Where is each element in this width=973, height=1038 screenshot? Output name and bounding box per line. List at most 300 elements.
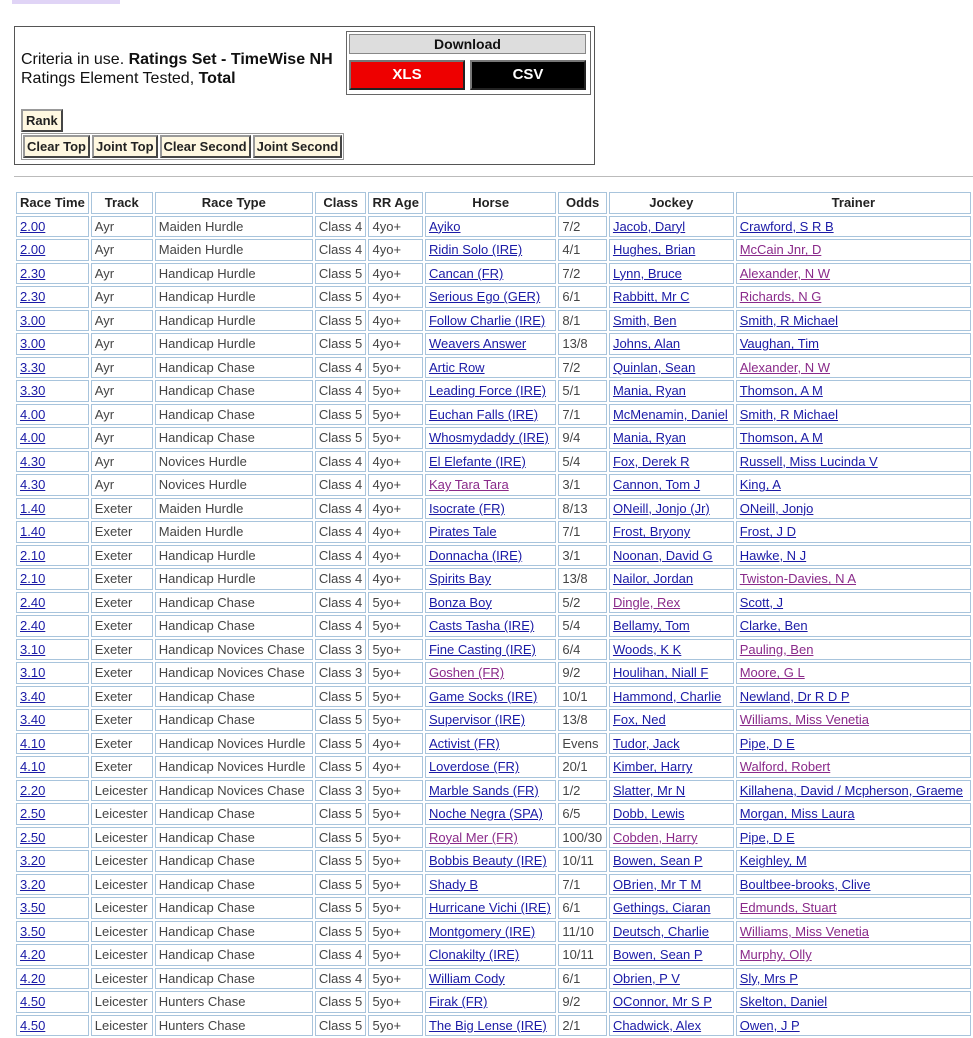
jockey-link[interactable]: ONeill, Jonjo (Jr) (612, 500, 710, 516)
track-cell: Ayr (91, 427, 153, 449)
jockey-cell (609, 286, 734, 308)
jockey-link[interactable]: OConnor, Mr S P (612, 994, 712, 1010)
jockey-cell (609, 545, 734, 567)
jockey-link[interactable]: Houlihan, Niall F (612, 665, 709, 681)
trainer-cell (736, 709, 971, 731)
horse-cell (425, 827, 556, 849)
odds-cell: 5/4 (558, 451, 607, 473)
trainer-link[interactable]: Hawke, N J (739, 547, 807, 563)
race-time-link[interactable]: 3.50 (20, 900, 46, 916)
age-cell: 4yo+ (368, 333, 422, 355)
horse-link[interactable]: Donnacha (IRE) (428, 547, 523, 563)
horse-link[interactable]: The Big Lense (IRE) (428, 1017, 547, 1033)
trainer-link[interactable]: Frost, J D (739, 524, 797, 540)
time-cell (16, 333, 89, 355)
trainer-cell (736, 756, 971, 778)
trainer-link[interactable]: Crawford, S R B (739, 218, 834, 234)
trainer-link[interactable]: Edmunds, Stuart (739, 900, 837, 916)
trainer-cell (736, 874, 971, 896)
cls-cell: Class 5 (315, 897, 367, 919)
horse-link[interactable]: Marble Sands (FR) (428, 782, 539, 798)
race-time-link[interactable]: 4.00 (20, 406, 46, 422)
race-time-link[interactable]: 2.00 (20, 242, 46, 258)
jockey-link[interactable]: Cobden, Harry (612, 829, 698, 845)
horse-link[interactable]: Euchan Falls (IRE) (428, 406, 539, 422)
joint-second-button[interactable]: Joint Second (253, 135, 343, 158)
trainer-cell (736, 592, 971, 614)
age-cell: 5yo+ (368, 803, 422, 825)
track-cell: Ayr (91, 239, 153, 261)
cls-cell: Class 4 (315, 968, 367, 990)
odds-cell: 7/1 (558, 404, 607, 426)
horse-cell (425, 756, 556, 778)
race-time-link[interactable]: 3.30 (20, 359, 46, 375)
odds-cell: 7/1 (558, 521, 607, 543)
table-row (16, 897, 971, 919)
trainer-link[interactable]: Smith, R Michael (739, 406, 838, 422)
rank-button[interactable]: Rank (21, 109, 63, 132)
clear-second-button[interactable]: Clear Second (160, 135, 251, 158)
horse-link[interactable]: Noche Negra (SPA) (428, 806, 543, 822)
horse-cell (425, 686, 556, 708)
horse-cell (425, 286, 556, 308)
race-time-link[interactable]: 2.20 (20, 782, 46, 798)
horse-link[interactable]: Artic Row (428, 359, 485, 375)
criteria-line1: Criteria in use. (21, 51, 129, 68)
horse-link[interactable]: Bonza Boy (428, 594, 492, 610)
odds-cell: 5/2 (558, 592, 607, 614)
jockey-link[interactable]: Kimber, Harry (612, 759, 693, 775)
type-cell: Maiden Hurdle (155, 239, 313, 261)
cls-cell: Class 4 (315, 474, 367, 496)
trainer-link[interactable]: Newland, Dr R D P (739, 688, 850, 704)
jockey-cell (609, 827, 734, 849)
race-time-link[interactable]: 2.30 (20, 265, 46, 281)
top-link[interactable] (12, 0, 120, 4)
type-cell: Handicap Chase (155, 427, 313, 449)
odds-cell: 100/30 (558, 827, 607, 849)
jockey-cell (609, 521, 734, 543)
jockey-link[interactable]: McMenamin, Daniel (612, 406, 728, 422)
trainer-link[interactable]: Smith, R Michael (739, 312, 838, 328)
horse-link[interactable]: Hurricane Vichi (IRE) (428, 900, 551, 916)
trainer-link[interactable]: Sly, Mrs P (739, 970, 798, 986)
age-cell: 5yo+ (368, 709, 422, 731)
jockey-link[interactable]: Lynn, Bruce (612, 265, 682, 281)
track-cell: Ayr (91, 333, 153, 355)
horse-link[interactable]: Ridin Solo (IRE) (428, 242, 523, 258)
race-time-link[interactable]: 2.00 (20, 218, 46, 234)
time-cell (16, 850, 89, 872)
jockey-cell (609, 498, 734, 520)
trainer-link[interactable]: Alexander, N W (739, 359, 831, 375)
type-cell: Handicap Chase (155, 968, 313, 990)
jockey-link[interactable]: Johns, Alan (612, 336, 681, 352)
horse-cell (425, 991, 556, 1013)
trainer-link[interactable]: Keighley, M (739, 853, 807, 869)
table-row (16, 545, 971, 567)
track-cell: Leicester (91, 897, 153, 919)
jockey-cell (609, 404, 734, 426)
table-row (16, 827, 971, 849)
race-time-link[interactable]: 3.20 (20, 876, 46, 892)
age-cell: 5yo+ (368, 686, 422, 708)
race-time-link[interactable]: 3.10 (20, 665, 46, 681)
age-cell: 4yo+ (368, 239, 422, 261)
jockey-cell (609, 380, 734, 402)
horse-link[interactable]: Bobbis Beauty (IRE) (428, 853, 547, 869)
horse-link[interactable]: Fine Casting (IRE) (428, 641, 536, 657)
trainer-link[interactable]: Walford, Robert (739, 759, 831, 775)
horse-link[interactable]: Whosmydaddy (IRE) (428, 430, 549, 446)
time-cell (16, 545, 89, 567)
column-header-track: Track (91, 192, 153, 214)
jockey-cell (609, 850, 734, 872)
track-cell: Ayr (91, 310, 153, 332)
trainer-cell (736, 451, 971, 473)
cls-cell: Class 4 (315, 239, 367, 261)
trainer-cell (736, 733, 971, 755)
race-time-link[interactable]: 4.00 (20, 430, 46, 446)
trainer-link[interactable]: Clarke, Ben (739, 618, 808, 634)
time-cell (16, 874, 89, 896)
jockey-cell (609, 897, 734, 919)
odds-cell: 7/2 (558, 357, 607, 379)
time-cell (16, 639, 89, 661)
jockey-cell (609, 615, 734, 637)
trainer-link[interactable]: Thomson, A M (739, 430, 823, 446)
time-cell (16, 968, 89, 990)
race-time-link[interactable]: 1.40 (20, 524, 46, 540)
race-time-link[interactable]: 3.20 (20, 853, 46, 869)
jockey-cell (609, 263, 734, 285)
jockey-link[interactable]: Frost, Bryony (612, 524, 691, 540)
horse-cell (425, 733, 556, 755)
jockey-link[interactable]: Fox, Derek R (612, 453, 690, 469)
horse-link[interactable]: Supervisor (IRE) (428, 712, 526, 728)
trainer-link[interactable]: Pipe, D E (739, 735, 795, 751)
trainer-link[interactable]: Twiston-Davies, N A (739, 571, 857, 587)
trainer-cell (736, 568, 971, 590)
type-cell: Handicap Chase (155, 803, 313, 825)
horse-link[interactable]: Serious Ego (GER) (428, 289, 541, 305)
horse-link[interactable]: Firak (FR) (428, 994, 488, 1010)
jockey-link[interactable]: Mania, Ryan (612, 383, 686, 399)
horse-link[interactable]: Isocrate (FR) (428, 500, 505, 516)
age-cell: 4yo+ (368, 756, 422, 778)
column-header-horse: Horse (425, 192, 556, 214)
trainer-link[interactable]: Morgan, Miss Laura (739, 806, 855, 822)
race-time-link[interactable]: 2.40 (20, 594, 46, 610)
trainer-link[interactable]: Skelton, Daniel (739, 994, 828, 1010)
time-cell (16, 803, 89, 825)
horse-link[interactable]: Activist (FR) (428, 735, 500, 751)
jockey-link[interactable]: Chadwick, Alex (612, 1017, 702, 1033)
trainer-link[interactable]: McCain Jnr, D (739, 242, 822, 258)
race-time-link[interactable]: 4.10 (20, 735, 46, 751)
race-time-link[interactable]: 2.50 (20, 806, 46, 822)
track-cell: Ayr (91, 380, 153, 402)
time-cell (16, 991, 89, 1013)
race-time-link[interactable]: 2.30 (20, 289, 46, 305)
table-row (16, 991, 971, 1013)
race-time-link[interactable]: 1.40 (20, 500, 46, 516)
horse-link[interactable]: Follow Charlie (IRE) (428, 312, 546, 328)
odds-cell: 2/1 (558, 1015, 607, 1037)
horse-cell (425, 263, 556, 285)
horse-link[interactable]: Weavers Answer (428, 336, 527, 352)
horse-cell (425, 380, 556, 402)
age-cell: 5yo+ (368, 427, 422, 449)
type-cell: Handicap Chase (155, 850, 313, 872)
jockey-cell (609, 944, 734, 966)
race-time-link[interactable]: 3.10 (20, 641, 46, 657)
age-cell: 4yo+ (368, 451, 422, 473)
race-time-link[interactable]: 2.10 (20, 571, 46, 587)
horse-link[interactable]: Goshen (FR) (428, 665, 505, 681)
trainer-link[interactable]: Scott, J (739, 594, 784, 610)
trainer-cell (736, 968, 971, 990)
jockey-link[interactable]: Dobb, Lewis (612, 806, 685, 822)
track-cell: Leicester (91, 968, 153, 990)
table-row (16, 286, 971, 308)
table-row (16, 780, 971, 802)
cls-cell: Class 4 (315, 592, 367, 614)
cls-cell: Class 3 (315, 780, 367, 802)
jockey-link[interactable]: Obrien, P V (612, 970, 680, 986)
jockey-link[interactable]: Hammond, Charlie (612, 688, 722, 704)
track-cell: Ayr (91, 216, 153, 238)
table-row (16, 968, 971, 990)
table-row (16, 921, 971, 943)
odds-cell: 8/13 (558, 498, 607, 520)
jockey-link[interactable]: Fox, Ned (612, 712, 666, 728)
race-time-link[interactable]: 3.30 (20, 383, 46, 399)
ratings-element-value: Total (198, 70, 236, 87)
trainer-link[interactable]: Vaughan, Tim (739, 336, 819, 352)
horse-link[interactable]: Loverdose (FR) (428, 759, 520, 775)
horse-cell (425, 780, 556, 802)
trainer-link[interactable]: King, A (739, 477, 781, 493)
jockey-link[interactable]: Jacob, Daryl (612, 218, 686, 234)
jockey-link[interactable]: Dingle, Rex (612, 594, 681, 610)
time-cell (16, 662, 89, 684)
type-cell: Handicap Chase (155, 944, 313, 966)
type-cell: Handicap Hurdle (155, 310, 313, 332)
xls-download-button[interactable]: XLS (349, 60, 465, 90)
race-time-link[interactable]: 2.50 (20, 829, 46, 845)
age-cell: 5yo+ (368, 357, 422, 379)
time-cell (16, 827, 89, 849)
type-cell: Handicap Novices Hurdle (155, 733, 313, 755)
type-cell: Handicap Hurdle (155, 568, 313, 590)
trainer-link[interactable]: Richards, N G (739, 289, 822, 305)
clear-top-button[interactable]: Clear Top (23, 135, 90, 158)
trainer-link[interactable]: Owen, J P (739, 1017, 800, 1033)
jockey-link[interactable]: Deutsch, Charlie (612, 923, 710, 939)
race-time-link[interactable]: 3.00 (20, 336, 46, 352)
odds-cell: 3/1 (558, 474, 607, 496)
jockey-link[interactable]: Cannon, Tom J (612, 477, 701, 493)
horse-link[interactable]: Clonakilty (IRE) (428, 947, 520, 963)
horse-cell (425, 474, 556, 496)
jockey-cell (609, 803, 734, 825)
jockey-link[interactable]: Quinlan, Sean (612, 359, 696, 375)
cls-cell: Class 5 (315, 333, 367, 355)
race-time-link[interactable]: 4.30 (20, 453, 46, 469)
race-time-link[interactable]: 3.40 (20, 712, 46, 728)
trainer-link[interactable]: Moore, G L (739, 665, 805, 681)
time-cell (16, 380, 89, 402)
jockey-link[interactable]: OBrien, Mr T M (612, 876, 702, 892)
trainer-link[interactable]: Boultbee-brooks, Clive (739, 876, 871, 892)
horse-link[interactable]: Casts Tasha (IRE) (428, 618, 535, 634)
odds-cell: 7/2 (558, 263, 607, 285)
csv-download-button[interactable]: CSV (470, 60, 586, 90)
horse-link[interactable]: Ayiko (428, 218, 461, 234)
table-row (16, 709, 971, 731)
column-header-race-type: Race Type (155, 192, 313, 214)
table-row (16, 733, 971, 755)
jockey-link[interactable]: Nailor, Jordan (612, 571, 694, 587)
horse-cell (425, 615, 556, 637)
jockey-link[interactable]: Bowen, Sean P (612, 947, 703, 963)
table-row (16, 686, 971, 708)
joint-top-button[interactable]: Joint Top (92, 135, 158, 158)
race-time-link[interactable]: 3.40 (20, 688, 46, 704)
odds-cell: 9/2 (558, 991, 607, 1013)
age-cell: 4yo+ (368, 733, 422, 755)
horse-link[interactable]: Shady B (428, 876, 479, 892)
jockey-link[interactable]: Tudor, Jack (612, 735, 680, 751)
horse-cell (425, 944, 556, 966)
track-cell: Exeter (91, 733, 153, 755)
table-row (16, 803, 971, 825)
jockey-cell (609, 451, 734, 473)
trainer-cell (736, 686, 971, 708)
horse-cell (425, 216, 556, 238)
horse-cell (425, 451, 556, 473)
race-time-link[interactable]: 3.50 (20, 923, 46, 939)
horse-link[interactable]: Leading Force (IRE) (428, 383, 547, 399)
type-cell: Handicap Novices Chase (155, 662, 313, 684)
trainer-link[interactable]: Alexander, N W (739, 265, 831, 281)
cls-cell: Class 4 (315, 216, 367, 238)
jockey-cell (609, 474, 734, 496)
cls-cell: Class 5 (315, 310, 367, 332)
trainer-link[interactable]: Pipe, D E (739, 829, 795, 845)
horse-link[interactable]: Royal Mer (FR) (428, 829, 518, 845)
trainer-link[interactable]: Russell, Miss Lucinda V (739, 453, 878, 469)
horse-link[interactable]: Kay Tara Tara (428, 477, 509, 493)
table-row (16, 568, 971, 590)
race-time-link[interactable]: 4.20 (20, 947, 46, 963)
table-row (16, 615, 971, 637)
horse-link[interactable]: William Cody (428, 970, 505, 986)
jockey-link[interactable]: Rabbitt, Mr C (612, 289, 690, 305)
type-cell: Handicap Novices Chase (155, 780, 313, 802)
trainer-link[interactable]: Pauling, Ben (739, 641, 814, 657)
time-cell (16, 944, 89, 966)
age-cell: 5yo+ (368, 1015, 422, 1037)
track-cell: Exeter (91, 592, 153, 614)
race-time-link[interactable]: 4.50 (20, 994, 46, 1010)
jockey-link[interactable]: Mania, Ryan (612, 430, 686, 446)
trainer-link[interactable]: Murphy, Olly (739, 947, 812, 963)
age-cell: 5yo+ (368, 615, 422, 637)
jockey-cell (609, 639, 734, 661)
horse-link[interactable]: Game Socks (IRE) (428, 688, 538, 704)
jockey-link[interactable]: Slatter, Mr N (612, 782, 686, 798)
horse-cell (425, 1015, 556, 1037)
results-table (14, 190, 973, 1038)
race-time-link[interactable]: 2.40 (20, 618, 46, 634)
table-row (16, 239, 971, 261)
race-time-link[interactable]: 4.20 (20, 970, 46, 986)
age-cell: 5yo+ (368, 780, 422, 802)
jockey-link[interactable]: Bellamy, Tom (612, 618, 690, 634)
odds-cell: 9/4 (558, 427, 607, 449)
race-time-link[interactable]: 4.30 (20, 477, 46, 493)
trainer-cell (736, 310, 971, 332)
race-time-link[interactable]: 4.50 (20, 1017, 46, 1033)
jockey-link[interactable]: Smith, Ben (612, 312, 677, 328)
jockey-link[interactable]: Gethings, Ciaran (612, 900, 711, 916)
track-cell: Ayr (91, 474, 153, 496)
odds-cell: 11/10 (558, 921, 607, 943)
race-time-link[interactable]: 4.10 (20, 759, 46, 775)
horse-link[interactable]: Montgomery (IRE) (428, 923, 536, 939)
jockey-cell (609, 733, 734, 755)
type-cell: Maiden Hurdle (155, 521, 313, 543)
trainer-link[interactable]: Williams, Miss Venetia (739, 923, 870, 939)
cls-cell: Class 3 (315, 662, 367, 684)
jockey-cell (609, 968, 734, 990)
horse-link[interactable]: Spirits Bay (428, 571, 492, 587)
horse-link[interactable]: Pirates Tale (428, 524, 497, 540)
column-header-trainer: Trainer (736, 192, 971, 214)
time-cell (16, 686, 89, 708)
type-cell: Handicap Chase (155, 592, 313, 614)
jockey-link[interactable]: Woods, K K (612, 641, 682, 657)
trainer-cell (736, 474, 971, 496)
track-cell: Leicester (91, 991, 153, 1013)
type-cell: Handicap Hurdle (155, 286, 313, 308)
trainer-link[interactable]: Williams, Miss Venetia (739, 712, 870, 728)
trainer-link[interactable]: Thomson, A M (739, 383, 823, 399)
trainer-cell (736, 780, 971, 802)
jockey-link[interactable]: Hughes, Brian (612, 242, 696, 258)
trainer-link[interactable]: ONeill, Jonjo (739, 500, 814, 516)
type-cell: Novices Hurdle (155, 451, 313, 473)
horse-cell (425, 662, 556, 684)
age-cell: 4yo+ (368, 310, 422, 332)
race-time-link[interactable]: 2.10 (20, 547, 46, 563)
trainer-link[interactable]: Killahena, David / Mcpherson, Graeme (739, 782, 963, 798)
cls-cell: Class 4 (315, 568, 367, 590)
race-time-link[interactable]: 3.00 (20, 312, 46, 328)
track-cell: Exeter (91, 686, 153, 708)
type-cell: Handicap Chase (155, 615, 313, 637)
horse-link[interactable]: Cancan (FR) (428, 265, 504, 281)
table-row (16, 404, 971, 426)
jockey-link[interactable]: Bowen, Sean P (612, 853, 703, 869)
type-cell: Maiden Hurdle (155, 498, 313, 520)
type-cell: Maiden Hurdle (155, 216, 313, 238)
horse-link[interactable]: El Elefante (IRE) (428, 453, 526, 469)
trainer-cell (736, 897, 971, 919)
jockey-link[interactable]: Noonan, David G (612, 547, 713, 563)
